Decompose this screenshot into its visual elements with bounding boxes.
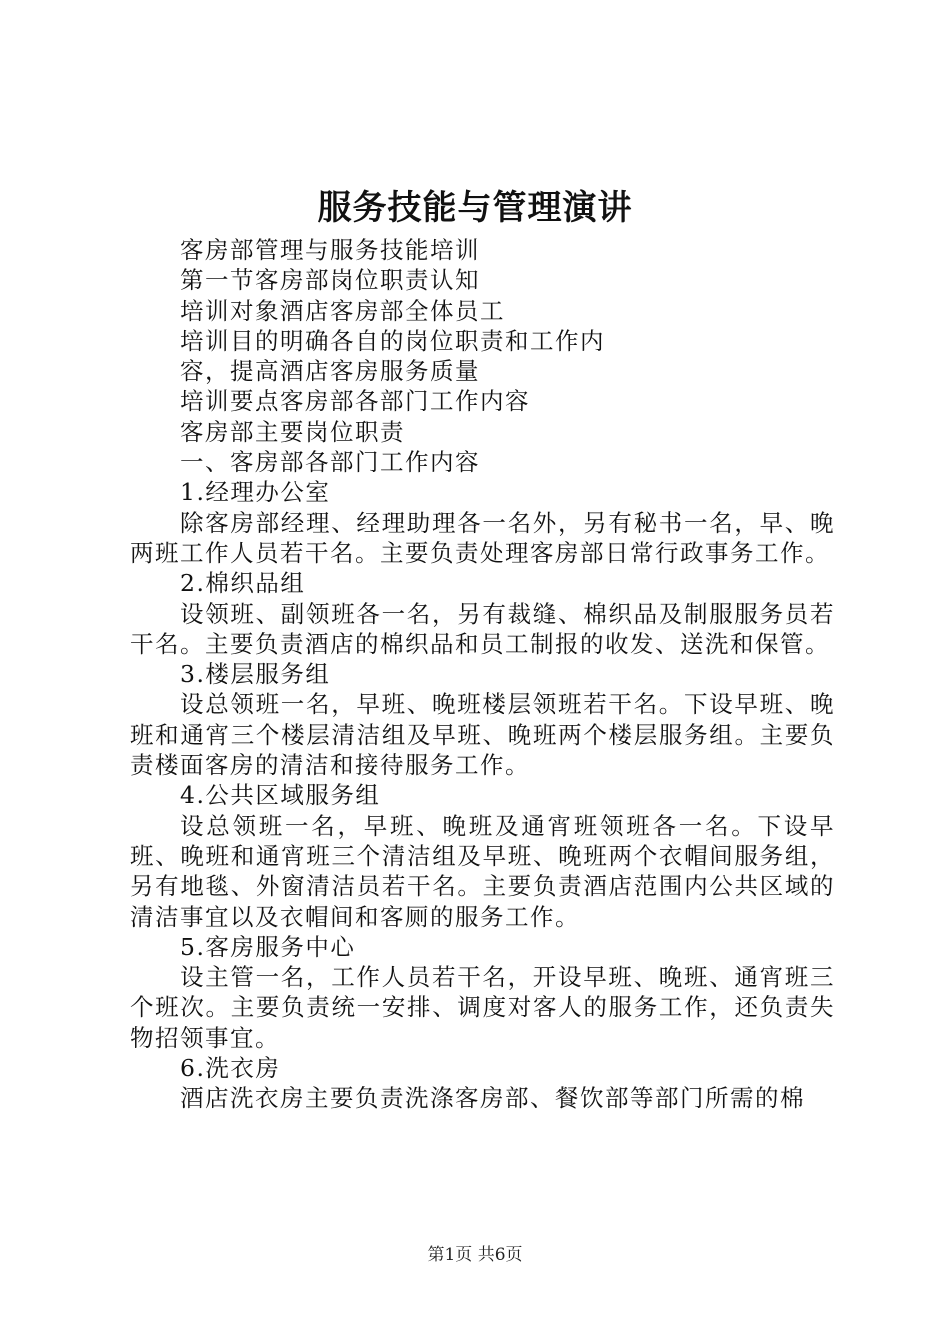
section-paragraph: 酒店洗衣房主要负责洗涤客房部、餐饮部等部门所需的棉 bbox=[180, 1084, 805, 1113]
section-heading: 6.洗衣房 bbox=[180, 1054, 281, 1083]
section-heading: 3.楼层服务组 bbox=[180, 660, 331, 689]
intro-line: 培训要点客房部各部门工作内容 bbox=[180, 387, 530, 416]
intro-line: 客房部管理与服务技能培训 bbox=[180, 236, 480, 264]
intro-line: 第一节客房部岗位职责认知 bbox=[180, 266, 480, 295]
page-number-footer: 第1页 共6页 bbox=[427, 1245, 523, 1265]
section-heading: 1.经理办公室 bbox=[180, 478, 331, 507]
section-group-heading: 一、客房部各部门工作内容 bbox=[180, 448, 480, 477]
section-paragraph: 设领班、副领班各一名，另有裁缝、棉织品及制服服务员若干名。主要负责酒店的棉织品和员工制报的收发、送洗和保管。 bbox=[130, 599, 835, 658]
section-paragraph: 设总领班一名，早班、晚班楼层领班若干名。下设早班、晚班和通宵三个楼层清洁组及早班、晚班两个楼层服务组。主要负责楼面客房的清洁和接待服务工作。 bbox=[130, 690, 835, 780]
document-title: 服务技能与管理演讲 bbox=[317, 188, 633, 228]
intro-line: 培训目的明确各自的岗位职责和工作内 bbox=[180, 326, 605, 355]
section-heading: 2.棉织品组 bbox=[180, 569, 306, 598]
intro-line: 容，提高酒店客房服务质量 bbox=[180, 357, 480, 386]
intro-line: 客房部主要岗位职责 bbox=[180, 417, 405, 446]
section-paragraph: 设总领班一名，早班、晚班及通宵班领班各一名。下设早班、晚班和通宵班三个清洁组及早班、晚班两个衣帽间服务组，另有地毯、外窗清洁员若干名。主要负责酒店范围内公共区域的清洁事宜以及衣帽间和客厕的服务工作。 bbox=[130, 811, 835, 931]
intro-line: 培训对象酒店客房部全体员工 bbox=[180, 296, 505, 325]
section-heading: 5.客房服务中心 bbox=[180, 932, 356, 961]
section-heading: 4.公共区域服务组 bbox=[180, 781, 381, 810]
section-paragraph: 设主管一名，工作人员若干名，开设早班、晚班、通宵班三个班次。主要负责统一安排、调度对客人的服务工作，还负责失物招领事宜。 bbox=[130, 963, 835, 1052]
section-paragraph: 除客房部经理、经理助理各一名外，另有秘书一名，早、晚两班工作人员若干名。主要负责处理客房部日常行政事务工作。 bbox=[130, 508, 835, 567]
document-body bbox=[130, 235, 835, 1114]
